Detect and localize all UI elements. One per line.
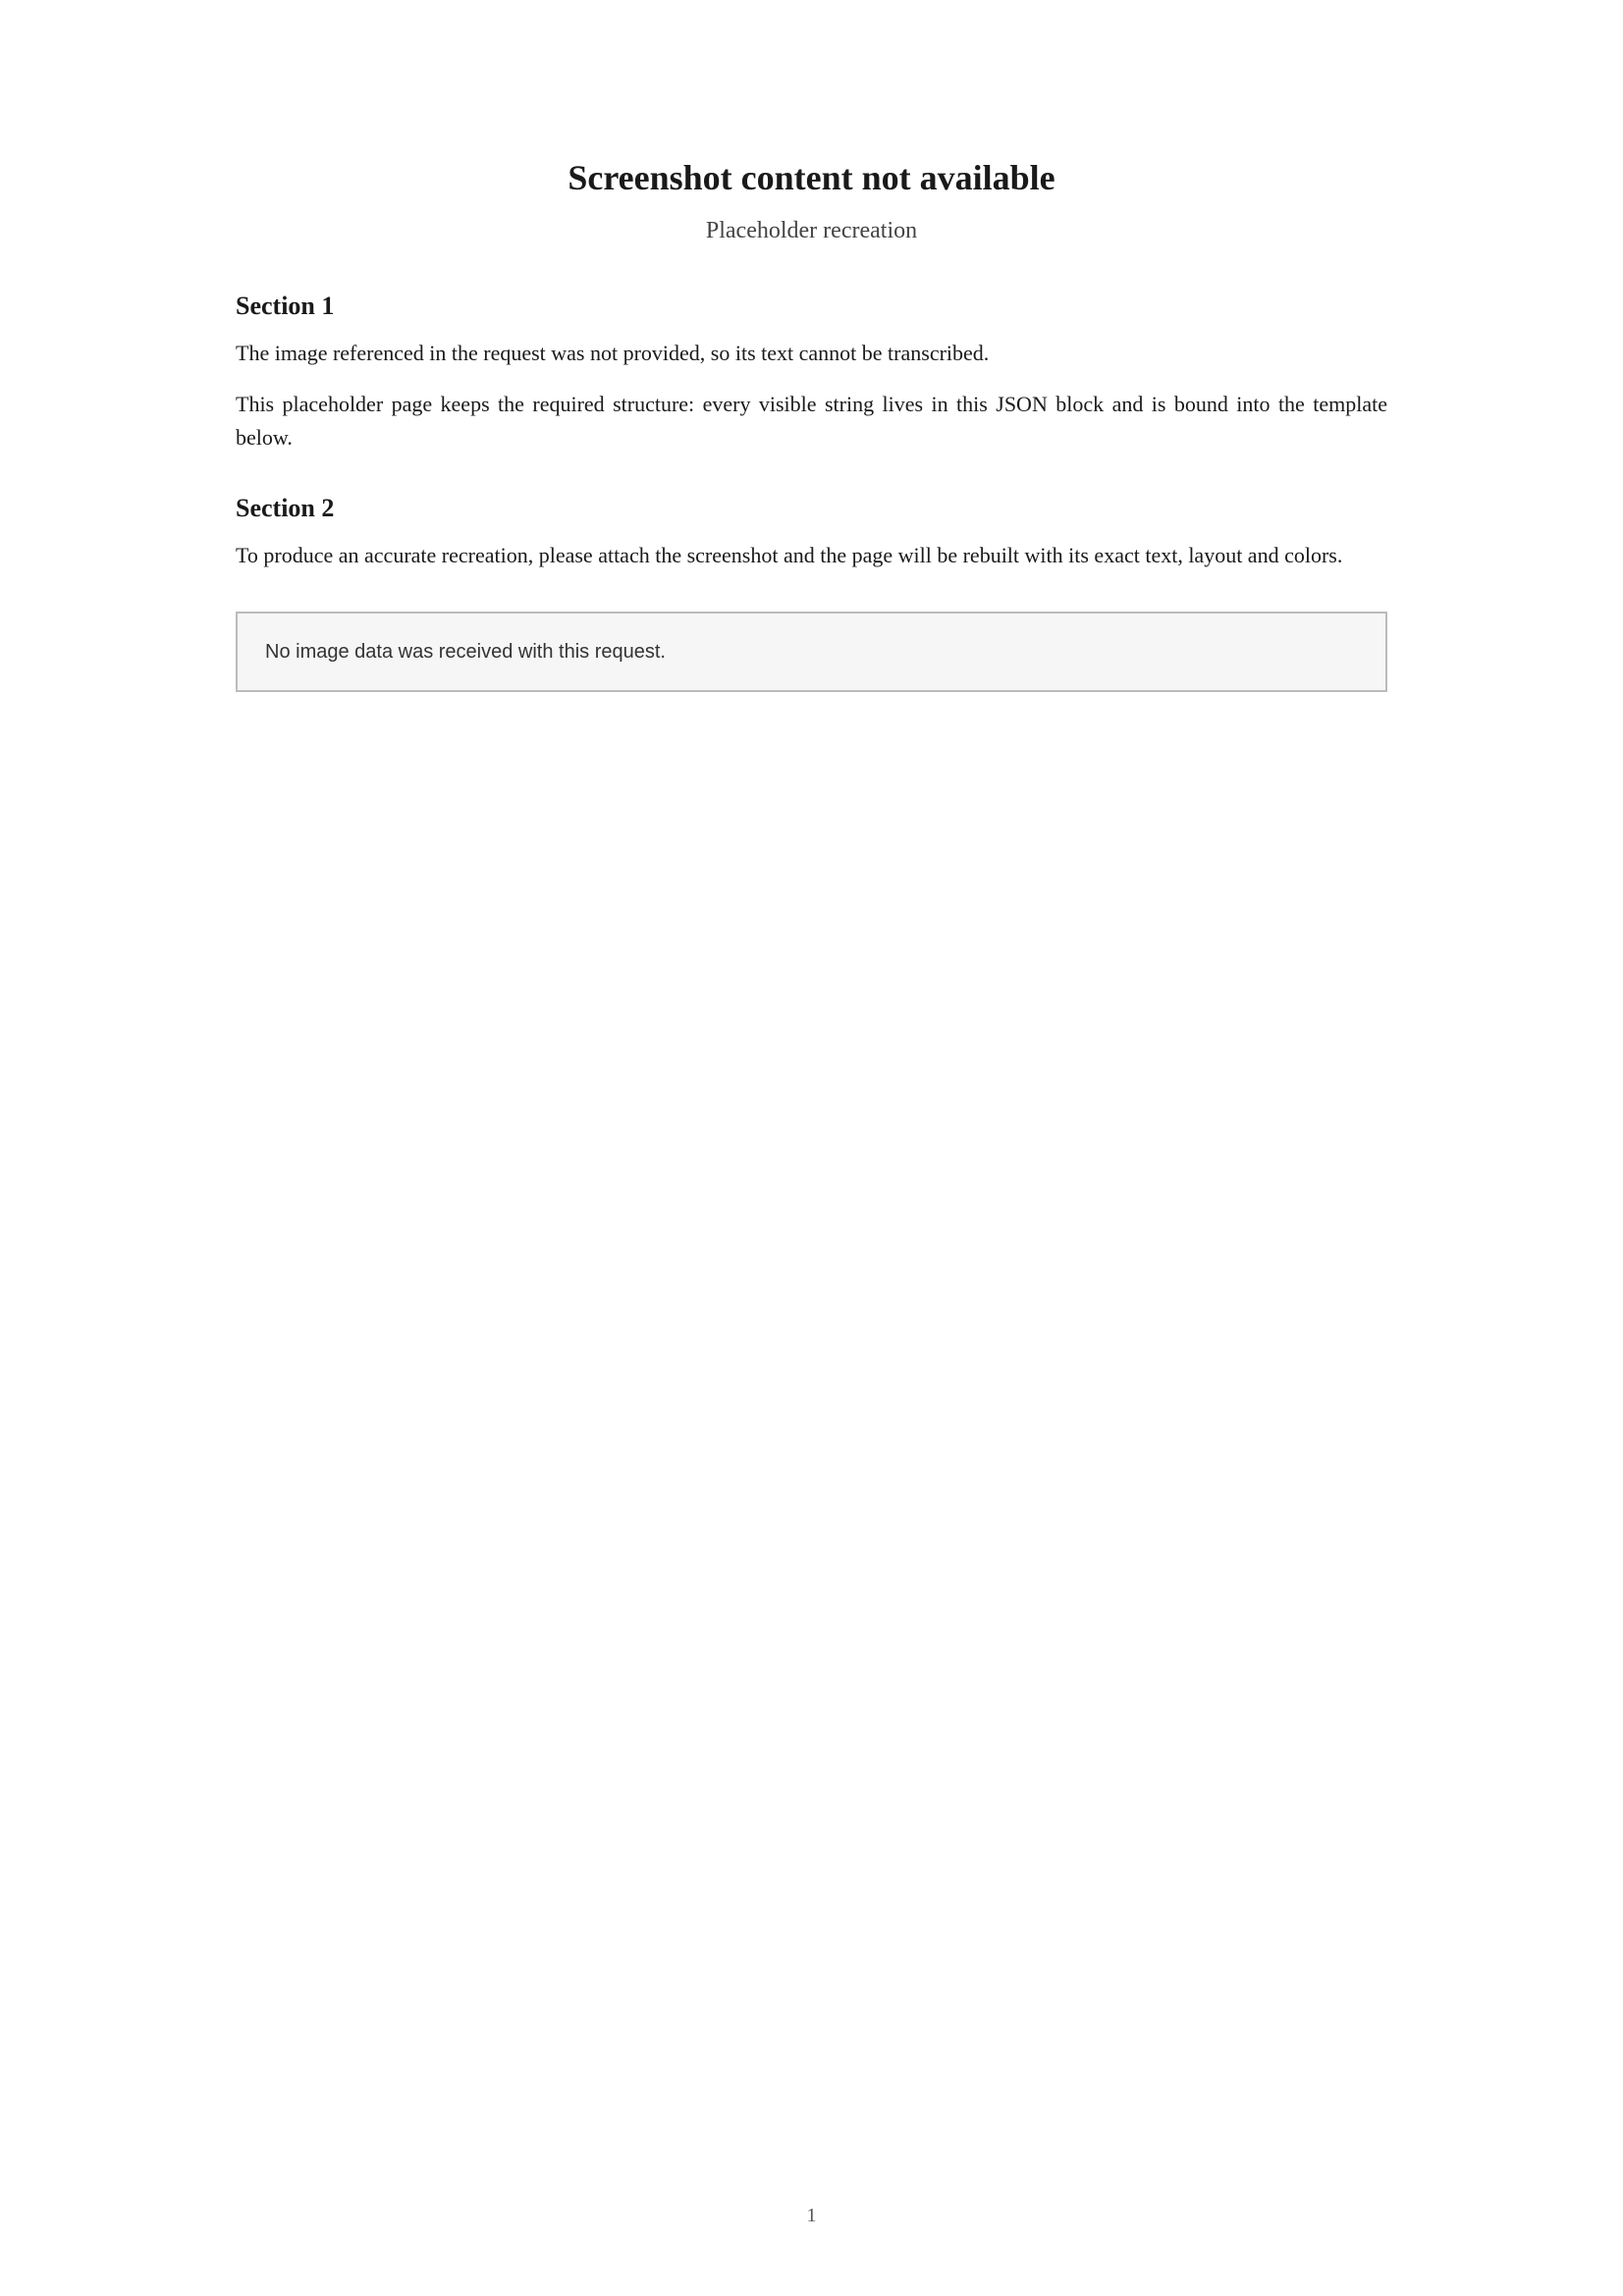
document-subtitle: Placeholder recreation [705, 218, 918, 243]
paragraph: The image referenced in the request was not provided, so its text cannot be transcribed. [236, 341, 990, 365]
page-number: 1 [806, 2205, 817, 2226]
paragraph: This placeholder page keeps the required structure: every visible string lives in this JSON block and is bound into the template below. [236, 392, 1387, 451]
document-title: Screenshot content not available [568, 158, 1055, 197]
section-heading: Section 1 [236, 292, 335, 320]
section [236, 494, 1387, 572]
section-heading: Section 2 [236, 494, 335, 523]
note-box: No image data was received with this request. [236, 612, 1387, 692]
paragraph: To produce an accurate recreation, please attach the screenshot and the page will be rebuilt with its exact text, layout and colors. [236, 543, 1343, 568]
section [236, 292, 1387, 454]
